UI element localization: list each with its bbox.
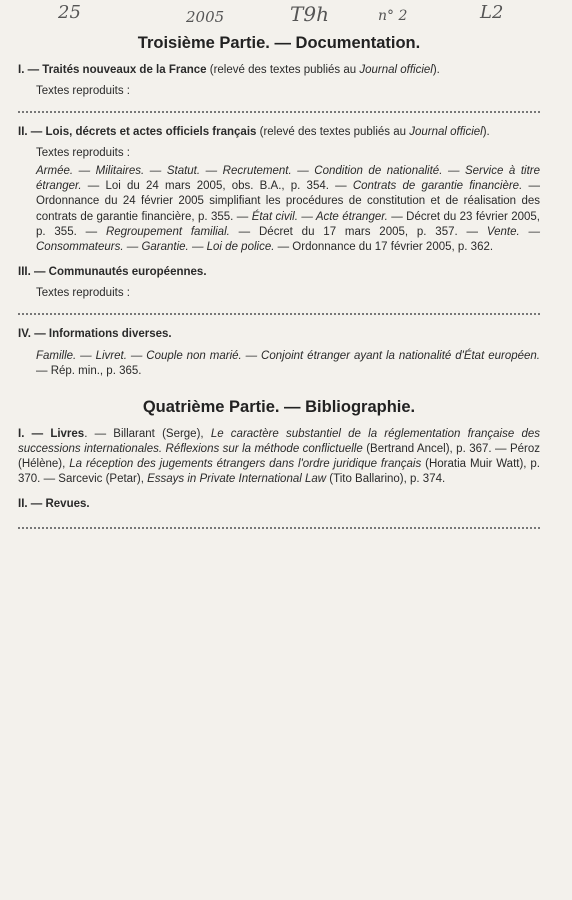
text-run: Vente. — Consommateurs. — Garantie. — Loi de police. bbox=[36, 225, 540, 254]
text-run: — Rép. min., p. 365. bbox=[36, 365, 142, 378]
text-run: État civil. — Acte étranger. bbox=[251, 210, 388, 223]
text-run: (Bertrand Ancel), p. 367. — Péroz (Hélène), bbox=[18, 442, 541, 471]
section-number: II. — bbox=[18, 126, 46, 138]
text-run: Essays in Private International Law bbox=[147, 473, 327, 486]
section-heading bbox=[18, 327, 540, 342]
part4-title-plain: Quatrième Partie. — bbox=[142, 397, 306, 416]
section-heading bbox=[18, 497, 540, 512]
dotted-leader bbox=[18, 305, 540, 315]
section-title: Lois, décrets et actes officiels français bbox=[45, 126, 257, 138]
section-heading bbox=[18, 63, 540, 78]
part4-title bbox=[18, 398, 540, 417]
handwritten-mark-5: L2 bbox=[480, 2, 504, 23]
section-communautes bbox=[18, 265, 540, 315]
section-note-end: ). bbox=[482, 126, 490, 138]
document-body bbox=[18, 34, 540, 541]
part3-title bbox=[18, 34, 540, 53]
section-note: (relevé des textes publiés au bbox=[206, 64, 360, 76]
text-run: Le caractère substantiel de la réglementation française des successions internationales. Réflexions sur la méthode conflictuelle bbox=[18, 427, 540, 455]
livres-paragraph bbox=[18, 427, 540, 488]
part3-title-bold: Documentation. bbox=[295, 34, 421, 52]
text-run: Contrats de garantie financière. bbox=[352, 180, 523, 193]
text-run: — Ordonnance du 24 février 2005 simplifiant les procédures de constitution et de réalisation des contrats de garantie financière, p. 355. — bbox=[36, 180, 540, 223]
section-number: IV. — bbox=[18, 328, 49, 341]
spacer bbox=[18, 390, 540, 398]
text-run: — Décret du 23 février 2005, p. 355. — bbox=[36, 210, 540, 238]
section-traites bbox=[18, 63, 540, 113]
handwritten-mark-2: 2005 bbox=[186, 8, 225, 26]
text-run: Famille. — Livret. — Couple non marié. — Conjoint étranger ayant la nationalité d'État européen. bbox=[36, 350, 540, 363]
dotted-leader bbox=[18, 103, 540, 113]
part4-title-bold: Bibliographie. bbox=[305, 397, 416, 416]
section-title: Traités nouveaux de la France bbox=[42, 64, 207, 76]
handwritten-mark-4: n° 2 bbox=[378, 8, 408, 24]
section-number: II. — bbox=[18, 498, 46, 511]
text-run: — Loi du 24 mars 2005, obs. B.A., p. 354. — bbox=[81, 180, 353, 193]
textes-reproduits-label: Textes reproduits : bbox=[36, 85, 130, 97]
text-run: Regroupement familial. bbox=[105, 225, 230, 238]
textes-reproduits-label: Textes reproduits : bbox=[36, 147, 130, 159]
section-title: Livres bbox=[50, 427, 85, 440]
text-run: La réception des jugements étrangers dans l'ordre juridique français bbox=[69, 458, 422, 471]
journal-name: Journal officiel bbox=[359, 64, 433, 76]
journal-name: Journal officiel bbox=[409, 126, 483, 138]
section-informations bbox=[18, 327, 540, 379]
section-number: III. — bbox=[18, 266, 49, 279]
section-paragraph bbox=[36, 164, 540, 255]
text-run: (Horatia Muir Watt), p. 370. — Sarcevic (Petar), bbox=[18, 458, 540, 486]
dotted-leader bbox=[18, 519, 540, 529]
text-run: — Décret du 17 mars 2005, p. 357. — bbox=[229, 225, 487, 238]
section-heading bbox=[18, 125, 540, 140]
section-title: Informations diverses. bbox=[48, 328, 172, 341]
section-note: (relevé des textes publiés au bbox=[256, 126, 410, 138]
text-run: . — Billarant (Serge), bbox=[84, 427, 211, 440]
textes-reproduits-label: Textes reproduits : bbox=[36, 287, 130, 300]
section-livres bbox=[18, 427, 540, 488]
section-number: I. — bbox=[18, 64, 43, 76]
text-run: Armée. — Militaires. — Statut. — Recrutement. — Condition de nationalité. — Service à titre étranger. bbox=[36, 165, 540, 193]
section-paragraph bbox=[36, 349, 540, 379]
section-lois bbox=[18, 125, 540, 255]
text-run: — Ordonnance du 17 février 2005, p. 362. bbox=[274, 241, 494, 254]
section-note-end: ). bbox=[432, 64, 440, 76]
part3-title-plain: Troisième Partie. — bbox=[137, 34, 296, 52]
section-revues bbox=[18, 497, 540, 529]
section-title: Revues. bbox=[45, 498, 90, 511]
handwritten-mark-3: T9h bbox=[290, 2, 329, 26]
section-title: Communautés européennes. bbox=[48, 266, 207, 279]
text-run: (Tito Ballarino), p. 374. bbox=[326, 473, 446, 486]
handwritten-mark-1: 25 bbox=[58, 2, 81, 23]
section-number: I. — bbox=[18, 427, 51, 440]
section-heading bbox=[18, 265, 540, 280]
